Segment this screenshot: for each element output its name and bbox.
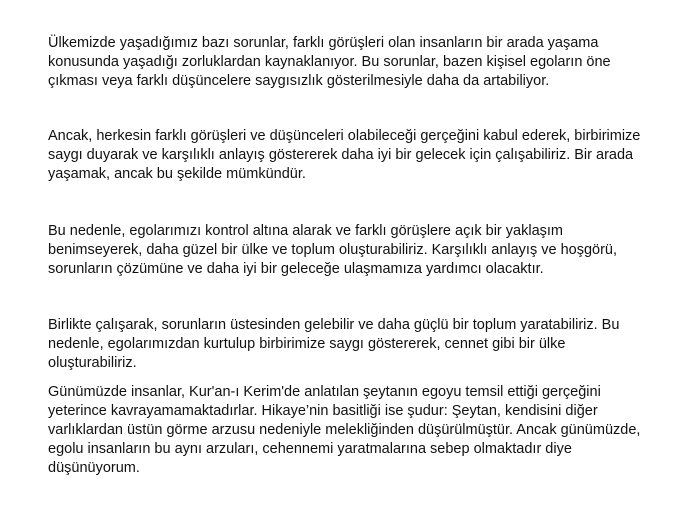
paragraph-5: Günümüzde insanlar, Kur'an-ı Kerim'de anlatılan şeytanın egoyu temsil ettiği gerçeğini yeterince kavrayamamaktadırlar. Hikaye’nin basitliği ise şudur: Şeytan, kendisini diğer varlıklardan üstün görme arzusu nedeniyle melekliğinden düşürülmüştür. Ancak günümüzde, egolu insanların bu aynı arzuları, cehennemi yaratmalarına sebep olmaktadır diye düşünüyorum. <box>48 384 641 476</box>
paragraph-4: Birlikte çalışarak, sorunların üstesinden gelebilir ve daha güçlü bir toplum yaratabiliriz. Bu nedenle, egolarımızdan kurtulup birbirimize saygı göstererek, cennet gibi bir ülke oluşturabiliriz. <box>48 317 620 371</box>
paragraph-1: Ülkemizde yaşadığımız bazı sorunlar, farklı görüşleri olan insanların bir arada yaşama konusunda yaşadığı zorluklardan kaynaklanıyor. Bu sorunlar, bazen kişisel egoların öne çıkması veya farklı düşüncelere saygısızlık gösterilmesiyle daha da artabiliyor. <box>48 35 611 89</box>
paragraph-3: Bu nedenle, egolarımızı kontrol altına alarak ve farklı görüşlere açık bir yaklaşım benimseyerek, daha güzel bir ülke ve toplum oluşturabiliriz. Karşılıklı anlayış ve hoşgörü, sorunların çözümüne ve daha iyi bir geleceğe ulaşmamıza yardımcı olacaktır. <box>48 223 617 277</box>
paragraph-2: Ancak, herkesin farklı görüşleri ve düşünceleri olabileceği gerçeğini kabul ederek, birbirimize saygı duyarak ve karşılıklı anlayış göstererek daha iyi bir gelecek için çalışabiliriz. Bir arada yaşamak, ancak bu şekilde mümkündür. <box>48 128 641 182</box>
